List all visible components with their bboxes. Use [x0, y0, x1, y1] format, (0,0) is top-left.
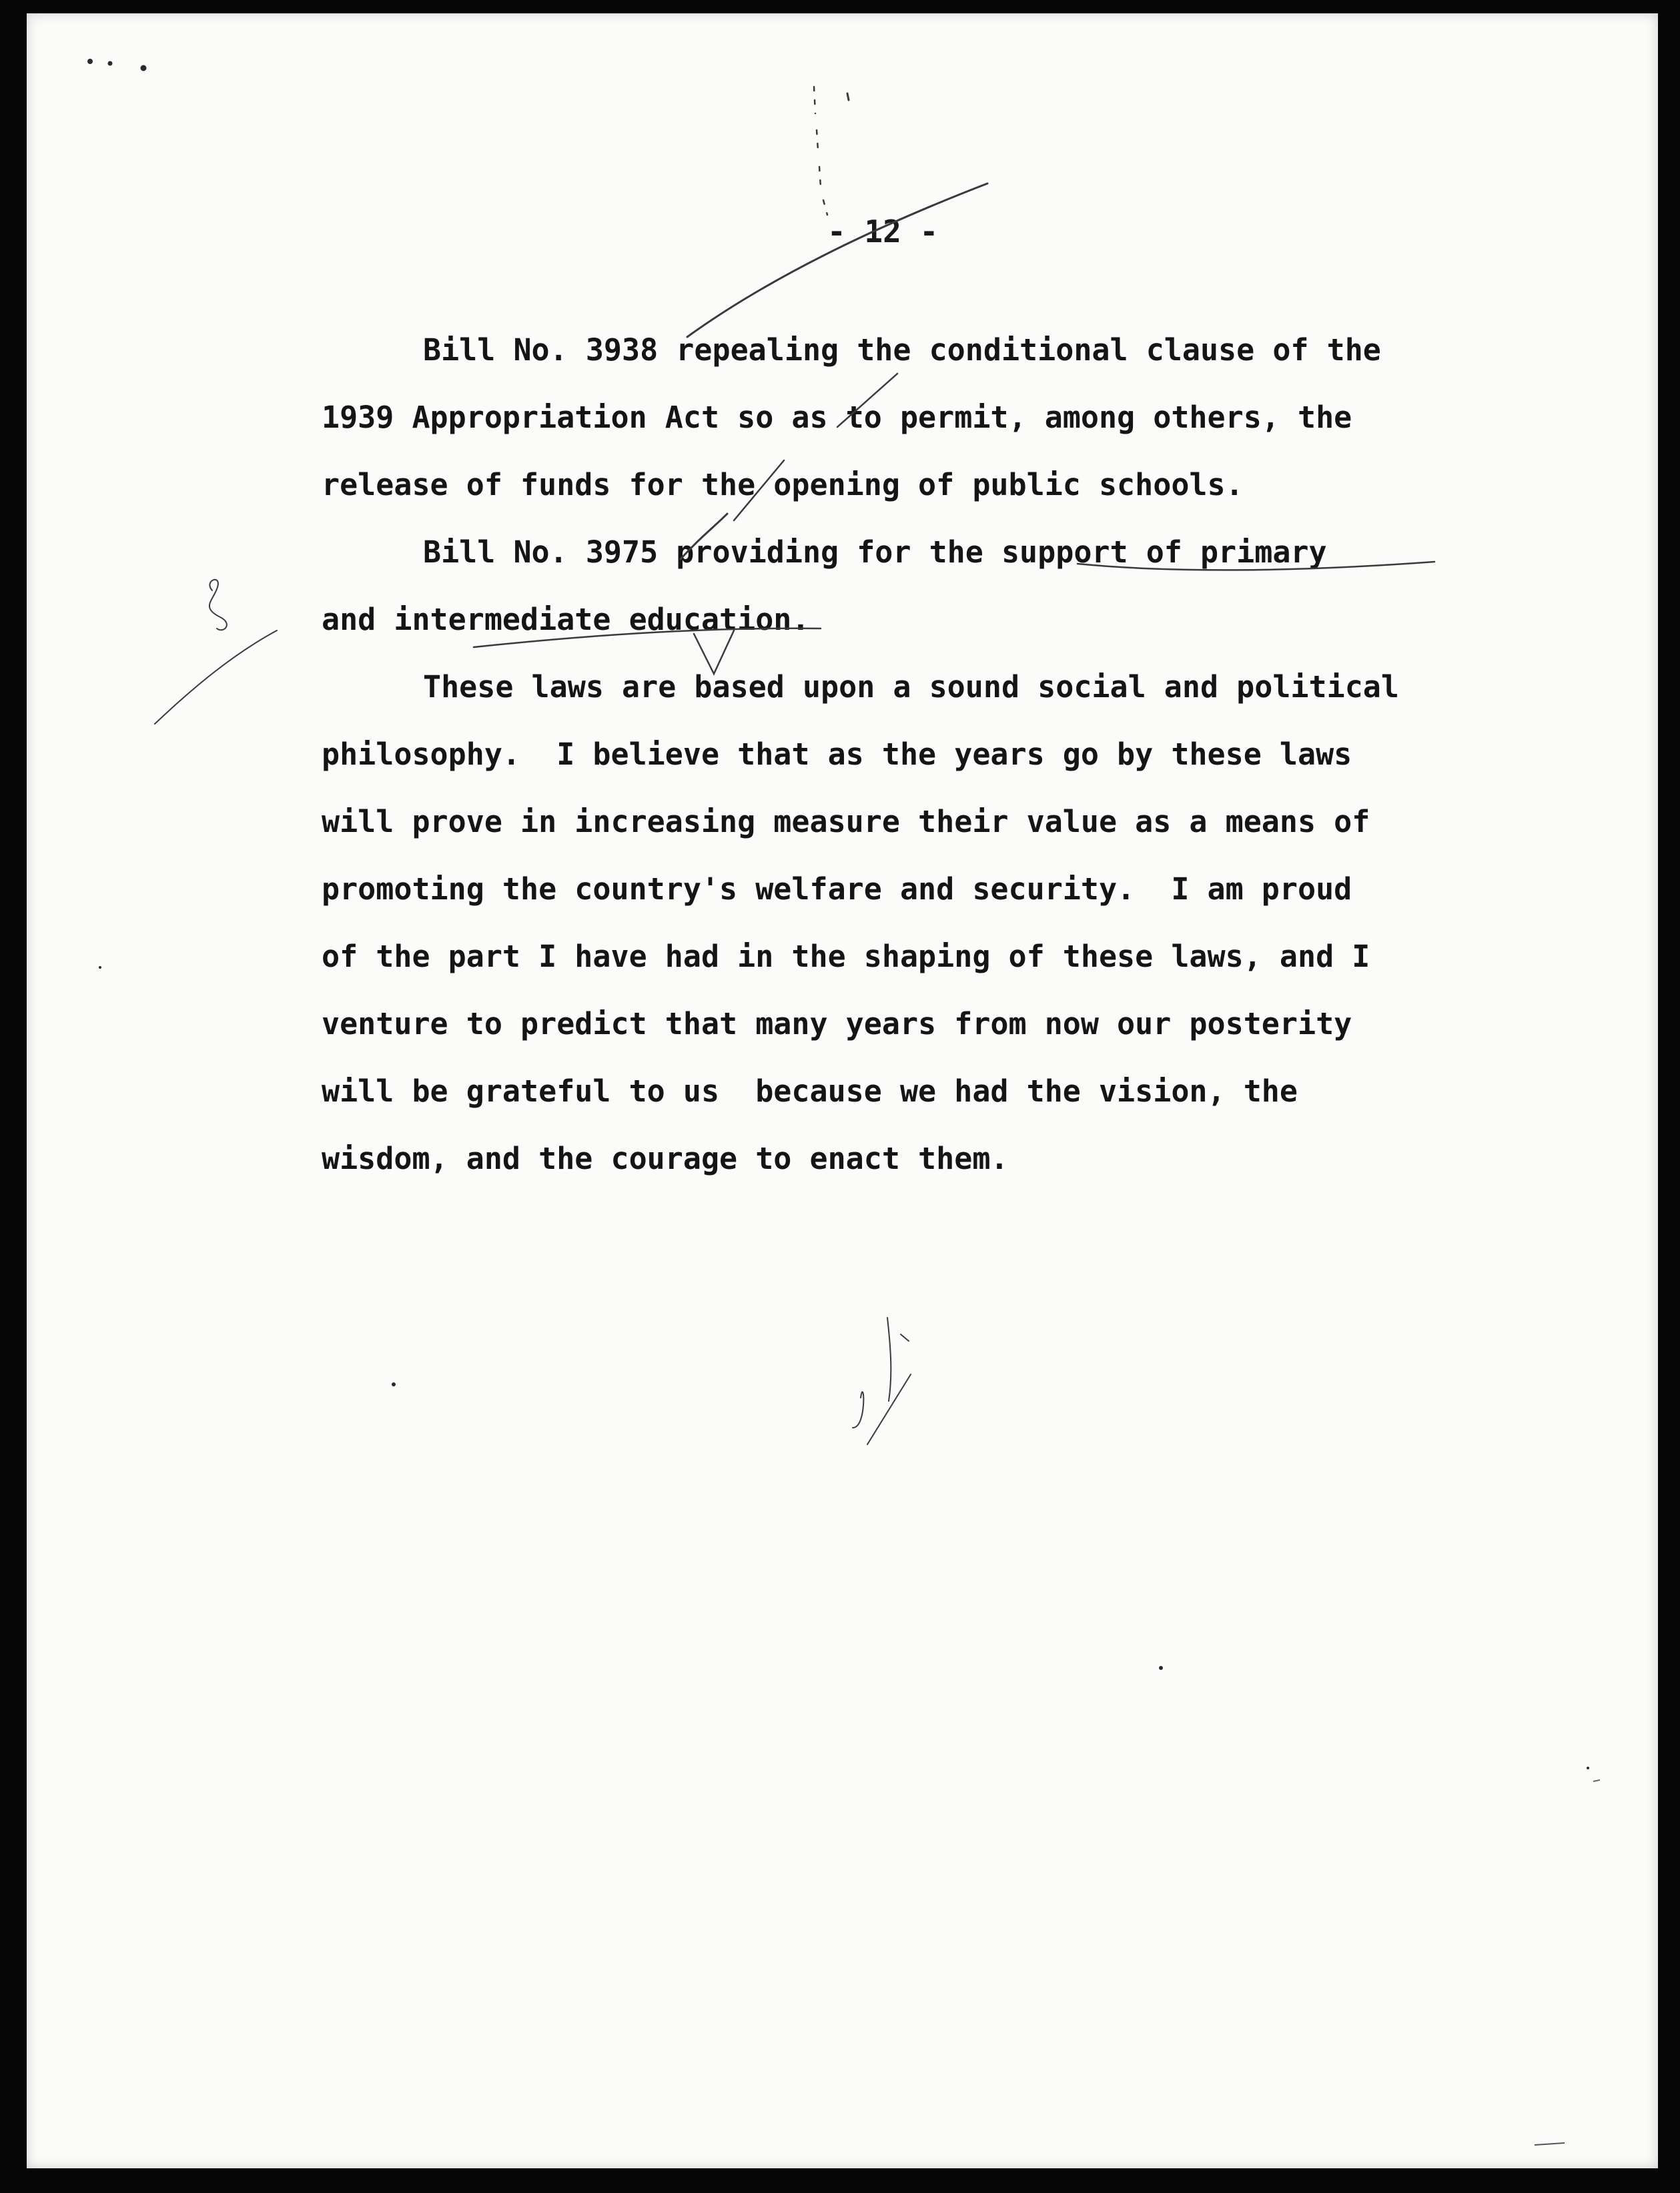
- text-line: 1939 Appropriation Act so as to permit, among others, the: [322, 400, 1352, 435]
- text-line: of the part I have had in the shaping of these laws, and I: [322, 939, 1370, 974]
- text-line: venture to predict that many years from now our posterity: [322, 1006, 1352, 1041]
- text-line: will be grateful to us because we had the vision, the: [322, 1073, 1298, 1109]
- document-body: [322, 316, 1589, 1192]
- text-line: Bill No. 3938 repealing the conditional clause of the: [423, 332, 1381, 368]
- page-number: - 12 -: [827, 213, 939, 250]
- text-line: promoting the country's welfare and security. I am proud: [322, 871, 1352, 907]
- text-line: will prove in increasing measure their value as a means of: [322, 804, 1370, 839]
- text-line: and intermediate education.: [322, 602, 810, 637]
- text-line: release of funds for the opening of public schools.: [322, 467, 1244, 502]
- text-line: These laws are based upon a sound social and political: [423, 669, 1399, 705]
- text-line: philosophy. I believe that as the years go by these laws: [322, 737, 1352, 772]
- text-line: wisdom, and the courage to enact them.: [322, 1141, 1009, 1176]
- text-line: Bill No. 3975 providing for the support of primary: [423, 534, 1327, 570]
